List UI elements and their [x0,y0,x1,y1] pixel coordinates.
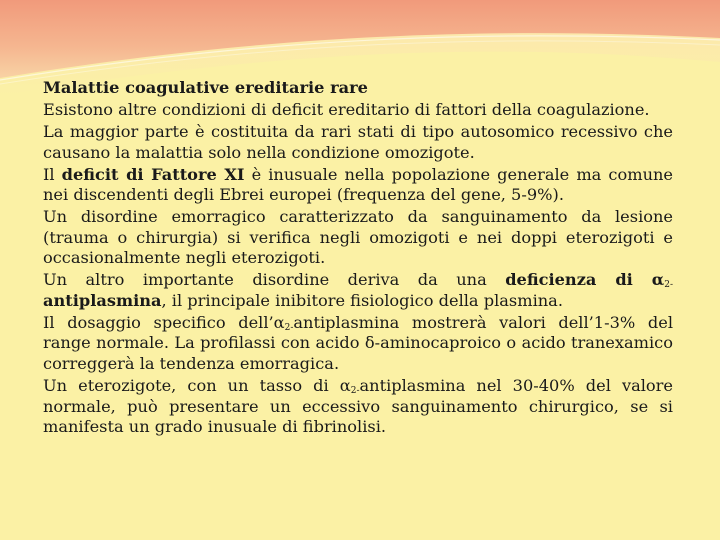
paragraph-6: Il dosaggio specifico $dell’\alpha_{2-}antiplasmina$ mostrerà valori dell’1-3% del range normale. La profilassi con acido δ-aminocaproico o acido tranexamico correggerà la tendenza emorragica. [43,312,673,374]
paragraph-3: Il deficit di Fattore XI è inusuale nella popolazione generale ma comune nei discendenti degli Ebrei europei (frequenza del gene, 5-9%). [43,164,674,205]
slide-body [43,78,673,439]
paragraph-4: Un disordine emorragico caratterizzato da sanguinamento da lesione (trauma o chirurgia) si verifica negli omozigoti e nei doppi eterozigoti e occasionalmente negli eterozigoti. [43,207,673,268]
paragraph-7: Un eterozigote, con un tasso di $\alpha_{2-}antiplasmina$ nel 30-40% del valore normale, può presentare un eccessivo sanguinamento chirurgico, se si manifesta un grado inusuale di fibrinolisi. [43,376,673,437]
paragraph-1: Esistono altre condizioni di deficit ereditario di fattori della coagulazione. [43,99,650,119]
paragraph-5: Un altro importante disordine deriva da una deficienza di $\alpha_{2-}antiplasmina$, il principale inibitore fisiologico della plasmina. [43,270,673,310]
slide-title: Malattie coagulative ereditarie rare [43,78,368,97]
paragraph-2: La maggior parte è costituita da rari stati di tipo autosomico recessivo che causano la malattia solo nella condizione omozigote. [43,121,673,162]
